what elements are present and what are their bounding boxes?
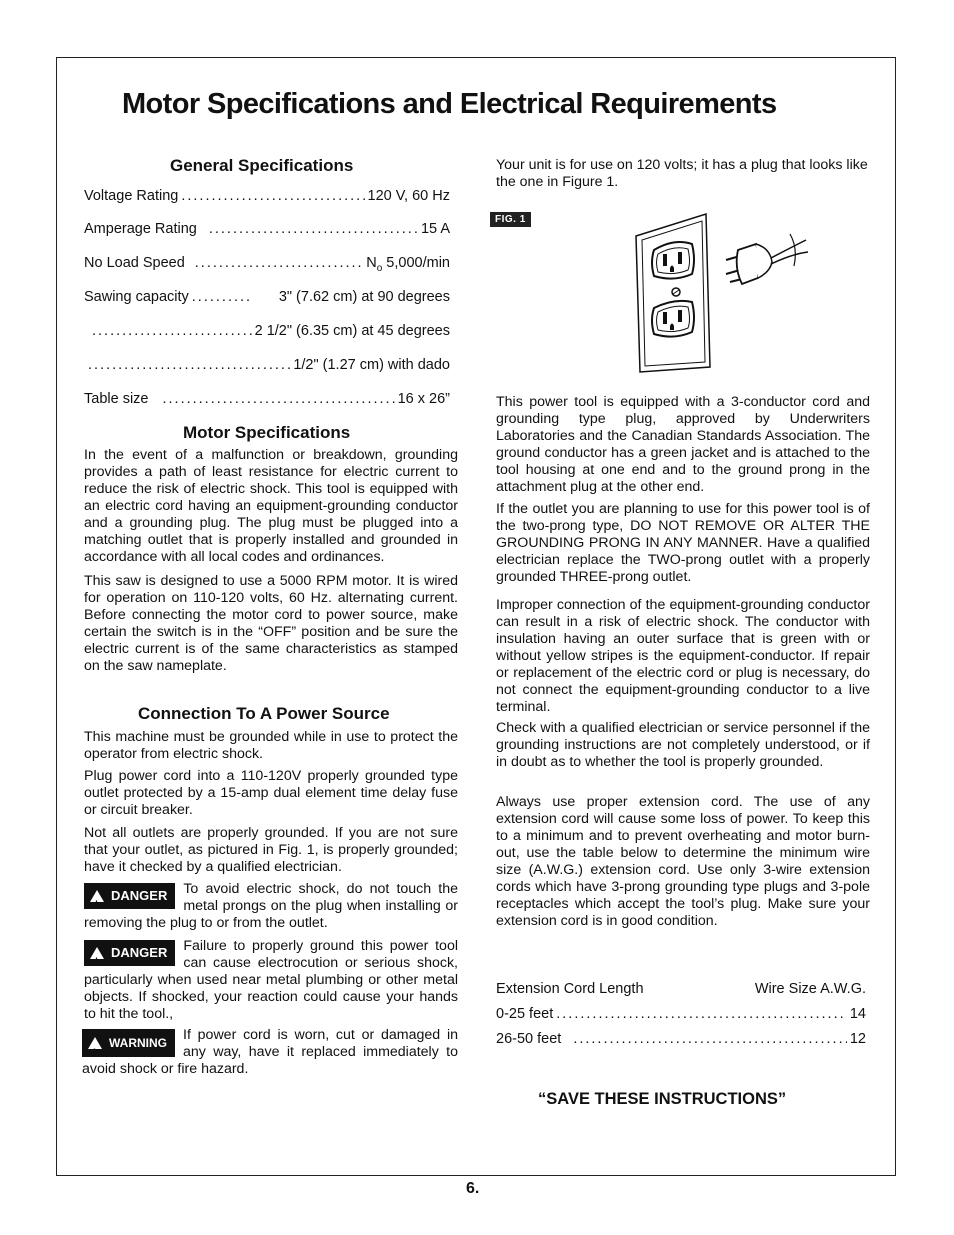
wire-size: 14	[849, 1006, 866, 1022]
general-specs-heading: General Specifications	[170, 156, 354, 175]
save-instructions: “SAVE THESE INSTRUCTIONS”	[538, 1090, 787, 1108]
spec-value: 2 1/2" (6.35 cm) at 45 degrees	[254, 323, 450, 339]
right-paragraph-5: Always use proper extension cord. The use of any extension cord will cause some loss of power. To keep this to a minimum and to prevent overheating and motor burn-out, use the table below to determine the minimum wire size (A.W.G.) extension cord. Use only 3-wire extension cords which have 3-prong grounding type plugs and 3-pole receptacles which accept the tool’s plug. Make sure your extension cord is in good condition.	[496, 794, 870, 929]
page-title: Motor Specifications and Electrical Requirements	[122, 88, 777, 120]
spec-value: 16 x 26”	[397, 391, 450, 407]
connection-paragraph-1: This machine must be grounded while in use to protect the operator from electric shock.	[84, 729, 458, 762]
warning-triangle-icon	[90, 947, 104, 959]
right-paragraph-1: This power tool is equipped with a 3-conductor cord and grounding type plug, approved by Underwriters Laboratories and the Canadian Standards Association. The ground conductor has a green jacket and is attached to the tool housing at one end and to the ground prong in the attachment plug at the other end.	[496, 394, 870, 495]
spec-value: 15 A	[420, 221, 450, 237]
spec-row-sawing-dado	[84, 357, 450, 373]
right-paragraph-4: Check with a qualified electrician or service personnel if the grounding instructions are not completely understood, or if in doubt as to whether the tool is properly grounded.	[496, 720, 870, 770]
spec-row-sawing-capacity	[84, 289, 450, 305]
spec-row-table-size	[84, 391, 450, 407]
spec-row-amperage	[84, 221, 450, 237]
connection-paragraph-2: Plug power cord into a 110-120V properly grounded type outlet protected by a 15-amp dual element time delay fuse or circuit breaker.	[84, 768, 458, 818]
spec-value: 1/2" (1.27 cm) with dado	[293, 357, 450, 373]
intro-paragraph: Your unit is for use on 120 volts; it has a plug that looks like the one in Figure 1.	[496, 157, 868, 190]
warning-text: To avoid electric shock, do not touch the metal prongs on the plug when installing or removing the plug to or from the outlet.	[84, 881, 458, 931]
spec-row-no-load-speed	[84, 255, 450, 274]
connection-heading: Connection To A Power Source	[138, 704, 390, 723]
spec-row-sawing-45	[84, 323, 450, 339]
motor-specs-heading: Motor Specifications	[183, 423, 351, 442]
warning-text: If power cord is worn, cut or damaged in any way, have it replaced immediately to avoid shock or fire hazard.	[82, 1027, 458, 1077]
three-prong-plug	[726, 234, 808, 284]
warning-triangle-icon	[90, 890, 104, 902]
motor-paragraph-2: This saw is designed to use a 5000 RPM motor. It is wired for operation on 110-120 volts, 60 Hz. alternating current. Before connecting the motor cord to power source, make certain the switch is in the “OFF” position and be sure the electric current is of the same characteristics as stamped on the saw nameplate.	[84, 573, 458, 674]
outlet-plug-figure	[630, 212, 810, 377]
spec-label: Voltage Rating	[84, 188, 179, 204]
page-number: 6.	[466, 1180, 480, 1197]
spec-value: $N_o$ 5,000/min	[366, 255, 450, 274]
wire-size: 12	[849, 1031, 866, 1047]
warning-text: Failure to properly ground this power tool can cause electrocution or serious shock, particularly when used near metal plumbing or other metal objects. If shocked, your reaction could cause your hands to hit the tool.,	[84, 938, 458, 1022]
figure-label: FIG. 1	[490, 212, 531, 227]
danger-badge: ! DANGER	[84, 940, 175, 966]
warning-notice	[82, 1027, 458, 1078]
cord-length: 26-50 feet	[496, 1031, 562, 1047]
table-row	[496, 1006, 866, 1022]
spec-label: No Load Speed	[84, 255, 185, 271]
warning-triangle-icon	[88, 1037, 102, 1049]
lower-receptacle	[652, 301, 694, 337]
spec-label: Sawing capacity	[84, 289, 189, 305]
connection-paragraph-3: Not all outlets are properly grounded. If you are not sure that your outlet, as pictured in Fig. 1, is properly grounded; have it checked by a qualified electrician.	[84, 825, 458, 875]
table-row	[496, 1031, 866, 1047]
cord-length-header: Extension Cord Length	[496, 981, 644, 997]
right-paragraph-2: If the outlet you are planning to use for this power tool is of the two-prong type, DO NOT REMOVE OR ALTER THE GROUNDING PRONG IN ANY MANNER. Have a qualified electrician replace the TWO-prong outlet with a properly grounded THREE-prong outlet.	[496, 501, 870, 585]
spec-label: Amperage Rating	[84, 221, 197, 237]
spec-row-voltage	[84, 188, 450, 204]
spec-value: 3" (7.62 cm) at 90 degrees	[278, 289, 450, 305]
spec-value: 120 V, 60 Hz	[367, 188, 450, 204]
danger-badge: ! DANGER	[84, 883, 175, 909]
spec-label: Table size	[84, 391, 149, 407]
danger-warning-2	[84, 938, 458, 1023]
cord-length: 0-25 feet	[496, 1006, 554, 1022]
danger-warning-1	[84, 881, 458, 932]
upper-receptacle	[652, 242, 694, 279]
cord-table-header	[496, 981, 866, 997]
right-paragraph-3: Improper connection of the equipment-grounding conductor can result in a risk of electric shock. The conductor with insulation having an outer surface that is green with or without yellow stripes is the equipment-conductor. If repair or replacement of the electric cord or plug is necessary, do not connect the equipment-grounding conductor to a live terminal.	[496, 597, 870, 715]
motor-paragraph-1: In the event of a malfunction or breakdown, grounding provides a path of least resistance for electric current to reduce the risk of electric shock. This tool is equipped with an electric cord having an equipment-grounding conductor and a grounding plug. The plug must be plugged into a matching outlet that is properly installed and grounded in accordance with all local codes and ordinances.	[84, 447, 458, 565]
wire-size-header: Wire Size A.W.G.	[754, 981, 866, 997]
warning-badge: ! WARNING	[82, 1029, 175, 1057]
